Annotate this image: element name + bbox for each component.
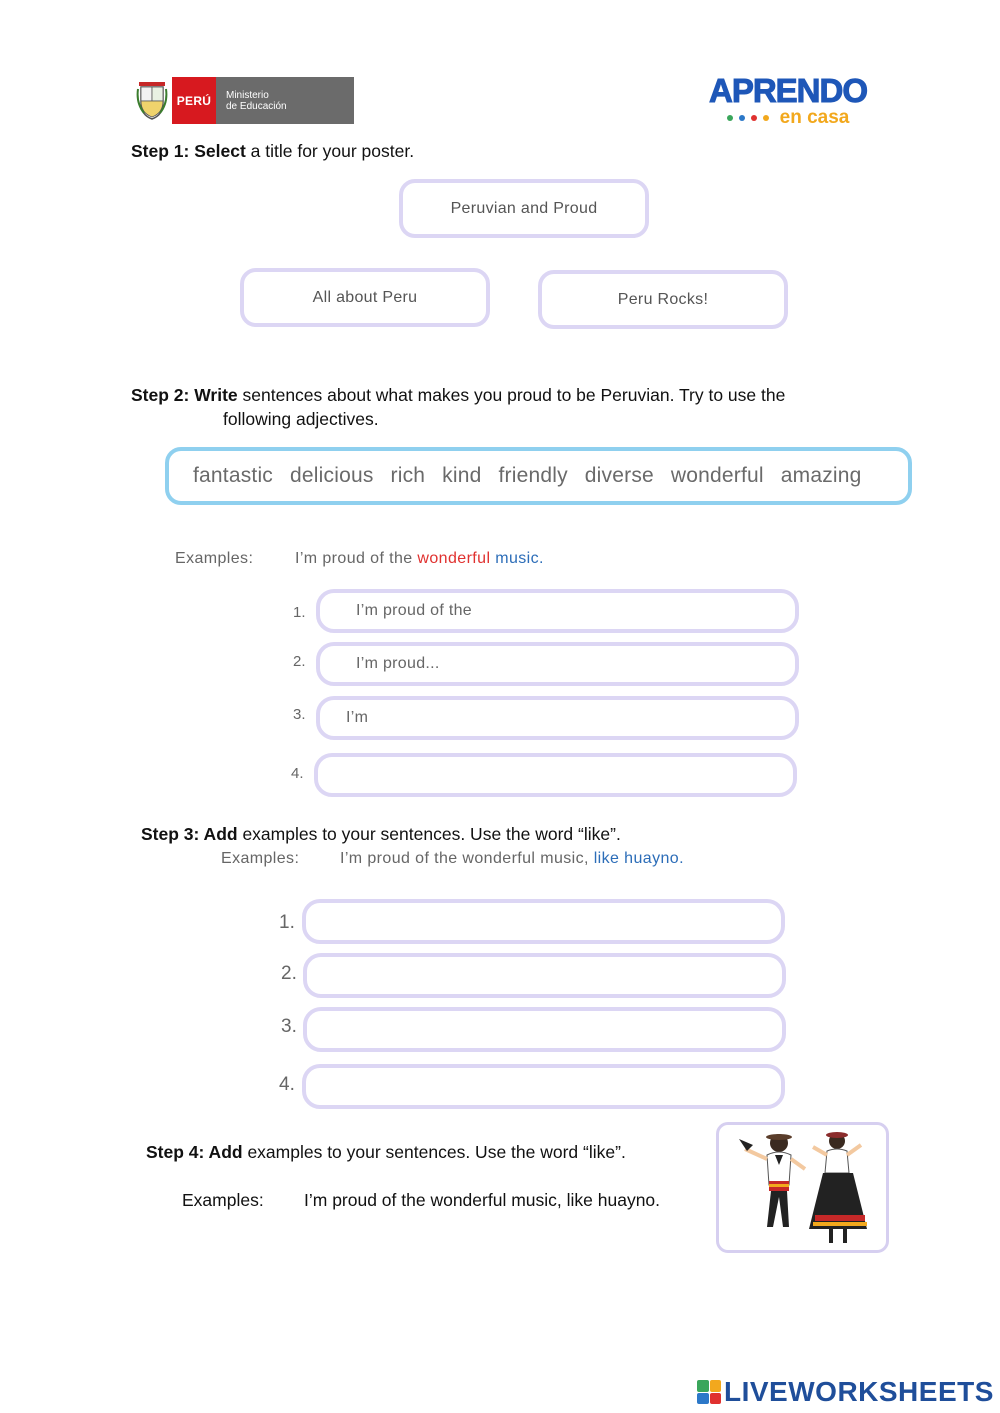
field-text: I’m: [346, 709, 369, 726]
title-option-label: Peru Rocks!: [617, 290, 709, 308]
ministry-logo: [132, 77, 354, 124]
step2-text-line-2: following adjectives.: [223, 409, 379, 429]
ministry-line-1: Ministerio: [226, 89, 269, 101]
field-text: I’m proud...: [356, 655, 440, 672]
example-adjective: wonderful: [417, 550, 491, 567]
peru-label: PERÚ: [172, 77, 216, 124]
step3-number-1: 1.: [279, 912, 295, 933]
step1-instruction: [131, 139, 414, 163]
step2-sentence-field-3[interactable]: [316, 696, 799, 740]
step3-sentence-field-3[interactable]: [303, 1007, 786, 1052]
step3-number-2: 2.: [281, 963, 297, 984]
step2-text: sentences about what makes you proud to be Peruvian. Try to use the: [237, 385, 786, 405]
step2-sentence-field-1[interactable]: [316, 589, 799, 633]
step3-sentence-field-2[interactable]: [303, 953, 786, 998]
ministry-name: [216, 77, 354, 124]
step2-label: Step 2: Write: [131, 385, 238, 405]
step3-text: examples to your sentences. Use the word “like”.: [237, 824, 621, 844]
title-option-peru-rocks[interactable]: [538, 270, 788, 329]
step1-text: a title for your poster.: [245, 141, 415, 161]
step2-sentence-field-4[interactable]: [314, 753, 797, 797]
liveworksheets-brand: LIVEWORKSHEETS: [724, 1376, 994, 1407]
step3-sentence-field-1[interactable]: [302, 899, 785, 944]
peru-coat-of-arms-icon: [132, 77, 172, 124]
adjective-word: fantastic: [193, 464, 274, 487]
example-prefix: I’m proud of the wonderful music,: [340, 850, 594, 867]
step3-sentence-field-4[interactable]: [302, 1064, 785, 1109]
adjective-word: rich: [390, 464, 426, 487]
step2-example-label: Examples:: [175, 550, 254, 567]
step4-label: Step 4: Add: [146, 1142, 243, 1162]
ministry-line-2: de Educación: [226, 100, 287, 112]
example-like: like huayno.: [593, 850, 684, 867]
title-option-peruvian-and-proud[interactable]: [399, 179, 649, 238]
step2-sentence-field-2[interactable]: [316, 642, 799, 686]
step2-number-3: 3.: [293, 706, 306, 723]
aprendo-subtitle: en casa: [779, 107, 850, 128]
step4-example-sentence: I’m proud of the wonderful music, like huayno.: [304, 1190, 661, 1210]
adjective-word: delicious: [290, 464, 374, 487]
step4-instruction: [146, 1140, 626, 1164]
adjective-word: diverse: [584, 464, 654, 487]
title-option-label: Peruvian and Proud: [450, 199, 598, 217]
step4-text: examples to your sentences. Use the word “like”.: [242, 1142, 626, 1162]
step2-instruction: [131, 383, 785, 407]
adjective-word: kind: [442, 464, 482, 487]
step2-number-2: 2.: [293, 653, 306, 670]
peruvian-dancers-illustration: [716, 1122, 889, 1253]
adjective-word: amazing: [780, 464, 862, 487]
step2-example-sentence: [295, 550, 544, 568]
step2-number-1: 1.: [293, 604, 306, 621]
adjective-word: friendly: [498, 464, 568, 487]
title-option-all-about-peru[interactable]: [240, 268, 490, 327]
step3-number-4: 4.: [279, 1074, 295, 1095]
step2-number-4: 4.: [291, 765, 304, 782]
logo-dots-icon: [727, 115, 769, 121]
aprendo-title: APRENDO: [708, 72, 868, 109]
step3-number-3: 3.: [281, 1016, 297, 1037]
example-prefix: I’m proud of the: [295, 550, 418, 567]
liveworksheets-icon: [697, 1380, 721, 1404]
title-option-label: All about Peru: [312, 288, 418, 306]
step3-example-sentence: [340, 850, 684, 868]
liveworksheets-logo: [697, 1376, 994, 1408]
step3-example-label: Examples:: [221, 850, 300, 867]
example-noun: music.: [490, 550, 544, 567]
step3-instruction: [141, 822, 621, 846]
field-text: I’m proud of the: [356, 602, 472, 619]
aprendo-en-casa-logo: [708, 74, 868, 127]
adjectives-box: [165, 447, 912, 505]
step1-label: Step 1: Select: [131, 141, 246, 161]
step4-example-label: Examples:: [182, 1190, 264, 1210]
step3-label: Step 3: Add: [141, 824, 238, 844]
adjective-word: wonderful: [670, 464, 764, 487]
